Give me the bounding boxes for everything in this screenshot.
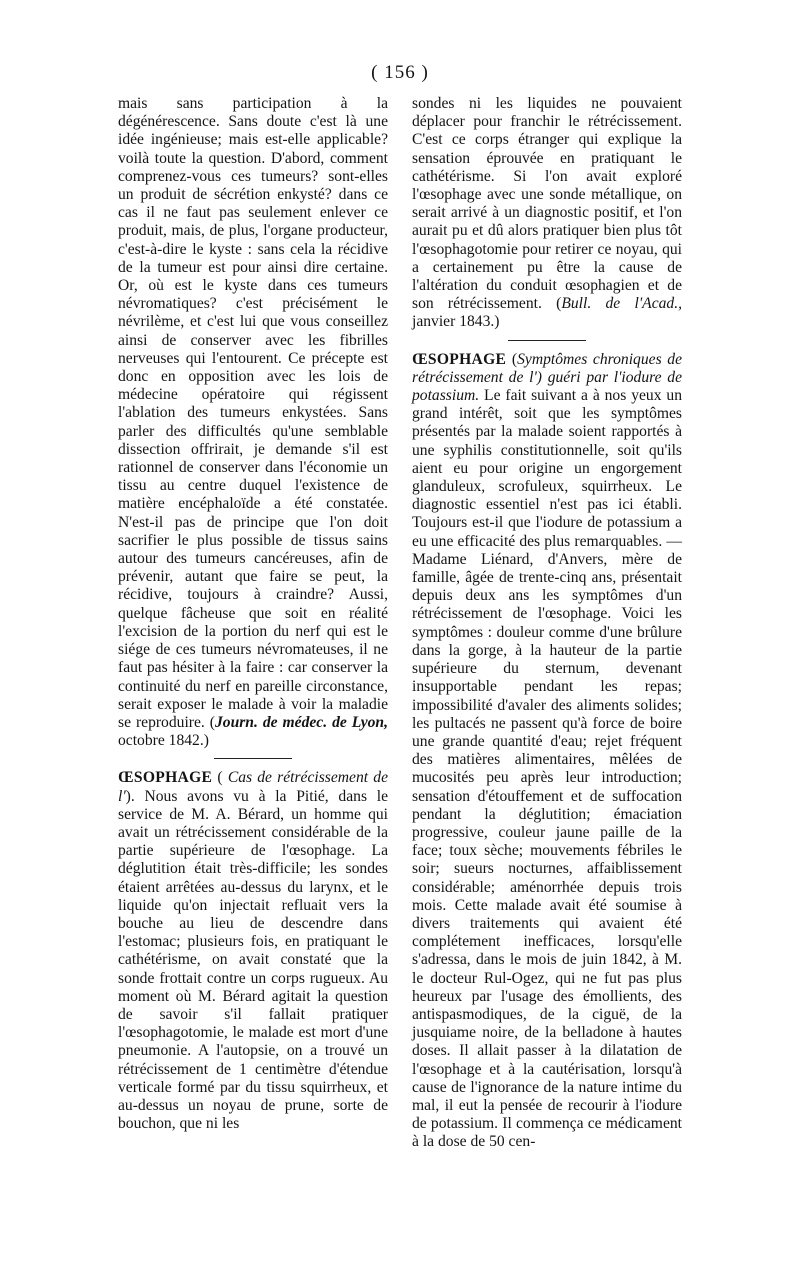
source-citation: Bull. de l'Acad., — [561, 295, 683, 313]
entry-paren-close: ). — [125, 787, 135, 805]
entry-oesophage-cas — [118, 769, 388, 1133]
paragraph-text: mais sans participation à la dégénérescence. Sans doute c'est là une idée ingénieuse; mais est-elle applicable? voilà toute la question. D'abord, comment comprenez-vous ces tumeurs? sont-elles un produit de sécrétion enkysté? dans ce cas il ne faut pas seulement enlever ce produit, mais, de plus, l'organe producteur, c'est-à-dire le kyste : sans cela la récidive de la tumeur est pour ainsi dire certaine. Or, où est le kyste dans ces tumeurs névromatiques? c'est précisément le névrilème, et c'est lui que vous conseillez ainsi de conserver avec les fibrilles nerveuses qui l'entourent. Ce précepte est donc en opposition avec les lois de médecine opératoire qui régissent l'ablation des tumeurs enkystées. Sans parler des difficultés qu'une semblable dissection offrirait, je demande s'il est rationnel de conserver dans l'économie un tissu au centre duquel l'existence de matière encéphaloïde a été constatée. N'est-il pas de principe que l'on doit sacrifier le plus possible de tissus sains autour des tumeurs cancéreuses, afin de prévenir, autant que faire se peut, la récidive, toujours à craindre? Aussi, quelque fâcheuse que soit en réalité l'excision de la portion du nerf qui est le siége de ces tumeurs névromateuses, il ne faut pas hésiter à la faire : car conserver la continuité du nerf en pareille circonstance, serait exposer le malade à voir la maladie se reproduire. — [118, 95, 388, 731]
entry-oesophage-symptomes — [412, 351, 682, 1152]
source-open: ( — [204, 713, 215, 731]
page-number: ( 156 ) — [371, 62, 429, 83]
section-divider — [214, 758, 292, 759]
entry-paren-open: ( — [506, 350, 518, 368]
paragraph-continued — [118, 95, 388, 750]
right-column — [412, 95, 682, 1152]
paragraph-continued-right — [412, 95, 682, 332]
source-date: janvier 1843.) — [412, 313, 500, 331]
entry-body: Nous avons vu à la Pitié, dans le service de M. A. Bérard, un homme qui avait un rétrécissement considérable de la partie supérieure de l'œsophage. La déglutition était très-difficile; les sondes étaient arrêtées au-dessus du larynx, et le liquide qu'on injectait refluait vers la bouche au lieu de descendre dans l'estomac; plusieurs fois, en pratiquant le cathétérisme, on avait constaté que la sonde frottait contre un corps rugueux. Au moment où M. Bérard agitait la question de savoir s'il fallait pratiquer l'œsophagotomie, le malade est mort d'une pneumonie. A l'autopsie, on a trouvé un rétrécissement de 1 centimètre d'étendue verticale formé par du tissu squirrheux, et au-dessus un noyau de prune, sorte de bouchon, que ni les — [118, 787, 388, 1133]
entry-paren-open: ( — [212, 769, 228, 787]
entry-title: Symptômes chroniques de rétrécissement de l') guéri par l'iodure de potassium. — [412, 350, 683, 405]
section-divider — [508, 340, 586, 341]
entry-body: Le fait suivant a à nos yeux un grand intérêt, soit que les symptômes présentés par la malade soient rapportés à une syphilis constitutionnelle, soit qu'ils aient eu pour origine un engorgement glanduleux, scrofuleux, squirrheux. Le diagnostic essentiel n'est pas ici établi. Toujours est-il que l'iodure de potassium a eu une efficacité des plus remarquables. — Madame Liénard, d'Anvers, mère de famille, âgée de trente-cinq ans, présentait depuis deux ans les symptômes d'un rétrécissement de l'œsophage. Voici les symptômes : douleur comme d'une brûlure dans la gorge, à la hauteur de la partie supérieure du sternum, devenant insupportable pendant les repas; impossibilité d'avaler des aliments solides; les pultacés ne passent qu'à force de boire une grande quantité d'eau; rejet fréquent des matières alimentaires, mêlées de mucosités peu après leur introduction; sensation d'étouffement et de suffocation pendant la déglutition; émaciation progressive, couleur jaune paille de la face; toux sèche; mouvements fébriles le soir; sueurs nocturnes, affaiblissement considérable; aménorrhée depuis trois mois. Cette malade avait été soumise à divers traitements qui avaient été complétement inefficaces, lorsqu'elle s'adressa, dans le mois de juin 1842, à M. le docteur Rul-Ogez, qui ne fut pas plus heureux par l'usage des émollients, des antispasmodiques, de la ciguë, de la jusquiame noire, de la belladone à hautes doses. Il allait passer à la dilatation de l'œsophage et à la cautérisation, lorsqu'à cause de l'ignorance de la nature intime du mal, il eut la pensée de recourir à l'iodure de potassium. Il commença ce médicament à la dose de 50 cen- — [412, 387, 682, 1151]
entry-title: Cas de rétrécissement de l' — [118, 769, 388, 805]
source-citation: Journ. de médec. de Lyon, — [214, 713, 388, 731]
entry-heading: ŒSOPHAGE — [412, 350, 507, 368]
entry-heading: ŒSOPHAGE — [118, 769, 213, 787]
paragraph-text: sondes ni les liquides ne pouvaient déplacer pour franchir le rétrécissement. C'est ce corps étranger qui explique la sensation éprouvée en pratiquant le cathétérisme. Si l'on avait exploré l'œsophage avec une sonde métallique, on serait arrivé à un diagnostic positif, et l'on aurait pu et dû alors pratiquer bien plus tôt l'œsophagotomie pour retirer ce noyau, qui a certainement pu être la cause de l'altération du conduit œsophagien et de son rétrécissement. ( — [412, 95, 682, 313]
left-column — [118, 95, 388, 1133]
source-date: octobre 1842.) — [118, 732, 209, 750]
